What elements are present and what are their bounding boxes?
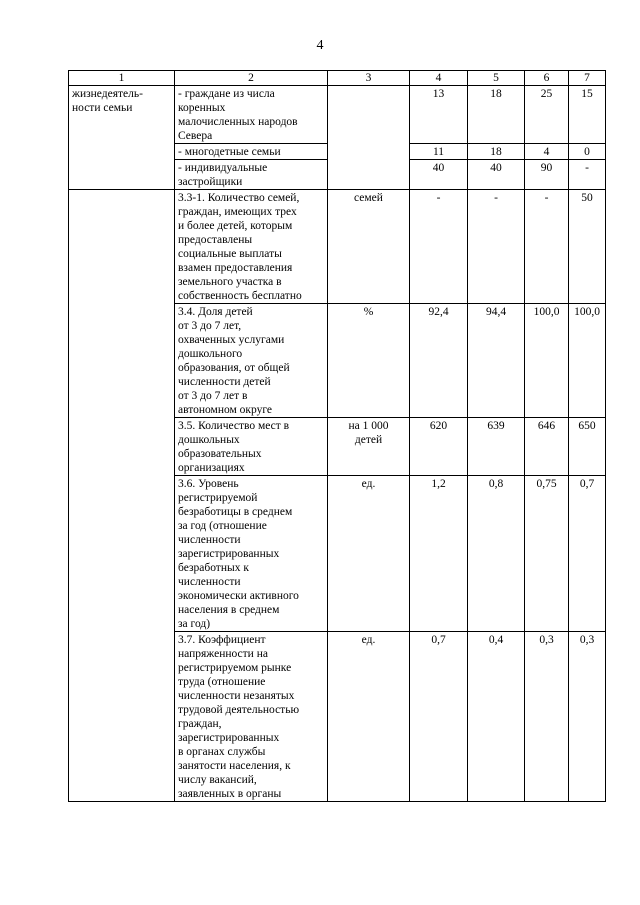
column-header: 2 bbox=[175, 71, 328, 86]
value-cell: 0,75 bbox=[525, 476, 569, 632]
column-header: 4 bbox=[410, 71, 468, 86]
value-cell: 94,4 bbox=[468, 304, 525, 418]
value-cell: 11 bbox=[410, 144, 468, 160]
value-cell: 650 bbox=[569, 418, 606, 476]
value-cell: 13 bbox=[410, 86, 468, 144]
section-name-cell-continued bbox=[69, 190, 175, 802]
indicator-description: 3.7. Коэффициент напряженности на регистрируемом рынке труда (отношение численности незанятых трудовой деятельностью граждан, зарегистрированных в органах службы занятости населения, к числу вакансий, заявленных в органы bbox=[175, 632, 328, 802]
unit-cell: ед. bbox=[328, 476, 410, 632]
unit-cell bbox=[328, 86, 410, 190]
value-cell: 0 bbox=[569, 144, 606, 160]
value-cell: 18 bbox=[468, 144, 525, 160]
value-cell: 0,3 bbox=[569, 632, 606, 802]
indicator-description: 3.5. Количество мест в дошкольных образовательных организациях bbox=[175, 418, 328, 476]
column-header: 1 bbox=[69, 71, 175, 86]
value-cell: 25 bbox=[525, 86, 569, 144]
value-cell: 40 bbox=[468, 160, 525, 190]
value-cell: 40 bbox=[410, 160, 468, 190]
value-cell: 646 bbox=[525, 418, 569, 476]
indicator-description: - многодетные семьи bbox=[175, 144, 328, 160]
unit-cell: % bbox=[328, 304, 410, 418]
header-row bbox=[69, 71, 606, 86]
table-row bbox=[69, 86, 606, 144]
value-cell: 0,8 bbox=[468, 476, 525, 632]
indicator-description: 3.4. Доля детей от 3 до 7 лет, охваченных услугами дошкольного образования, от общей численности детей от 3 до 7 лет в автономном округе bbox=[175, 304, 328, 418]
indicator-description: - граждане из числа коренных малочисленных народов Севера bbox=[175, 86, 328, 144]
indicator-description: 3.3-1. Количество семей, граждан, имеющих трех и более детей, которым предоставлены социальные выплаты взамен предоставления земельного участка в собственность бесплатно bbox=[175, 190, 328, 304]
value-cell: 0,7 bbox=[569, 476, 606, 632]
value-cell: 0,7 bbox=[410, 632, 468, 802]
indicator-description: 3.6. Уровень регистрируемой безработицы в среднем за год (отношение численности зарегистрированных безработных к численности экономически активного населения в среднем за год) bbox=[175, 476, 328, 632]
value-cell: 100,0 bbox=[525, 304, 569, 418]
value-cell: 0,4 bbox=[468, 632, 525, 802]
column-header: 6 bbox=[525, 71, 569, 86]
value-cell: 1,2 bbox=[410, 476, 468, 632]
indicator-table bbox=[68, 70, 606, 802]
indicator-description: - индивидуальные застройщики bbox=[175, 160, 328, 190]
value-cell: 0,3 bbox=[525, 632, 569, 802]
unit-cell: ед. bbox=[328, 632, 410, 802]
table-row bbox=[69, 190, 606, 304]
value-cell: 18 bbox=[468, 86, 525, 144]
value-cell: 92,4 bbox=[410, 304, 468, 418]
value-cell: 100,0 bbox=[569, 304, 606, 418]
page-number: 4 bbox=[316, 38, 324, 53]
section-name-cell: жизнедеятель- ности семьи bbox=[69, 86, 175, 190]
unit-cell: семей bbox=[328, 190, 410, 304]
value-cell: 639 bbox=[468, 418, 525, 476]
value-cell: - bbox=[468, 190, 525, 304]
column-header: 5 bbox=[468, 71, 525, 86]
value-cell: 90 bbox=[525, 160, 569, 190]
value-cell: - bbox=[569, 160, 606, 190]
column-header: 3 bbox=[328, 71, 410, 86]
value-cell: 15 bbox=[569, 86, 606, 144]
value-cell: - bbox=[410, 190, 468, 304]
value-cell: 4 bbox=[525, 144, 569, 160]
value-cell: 50 bbox=[569, 190, 606, 304]
value-cell: 620 bbox=[410, 418, 468, 476]
value-cell: - bbox=[525, 190, 569, 304]
unit-cell: на 1 000 детей bbox=[328, 418, 410, 476]
column-header: 7 bbox=[569, 71, 606, 86]
